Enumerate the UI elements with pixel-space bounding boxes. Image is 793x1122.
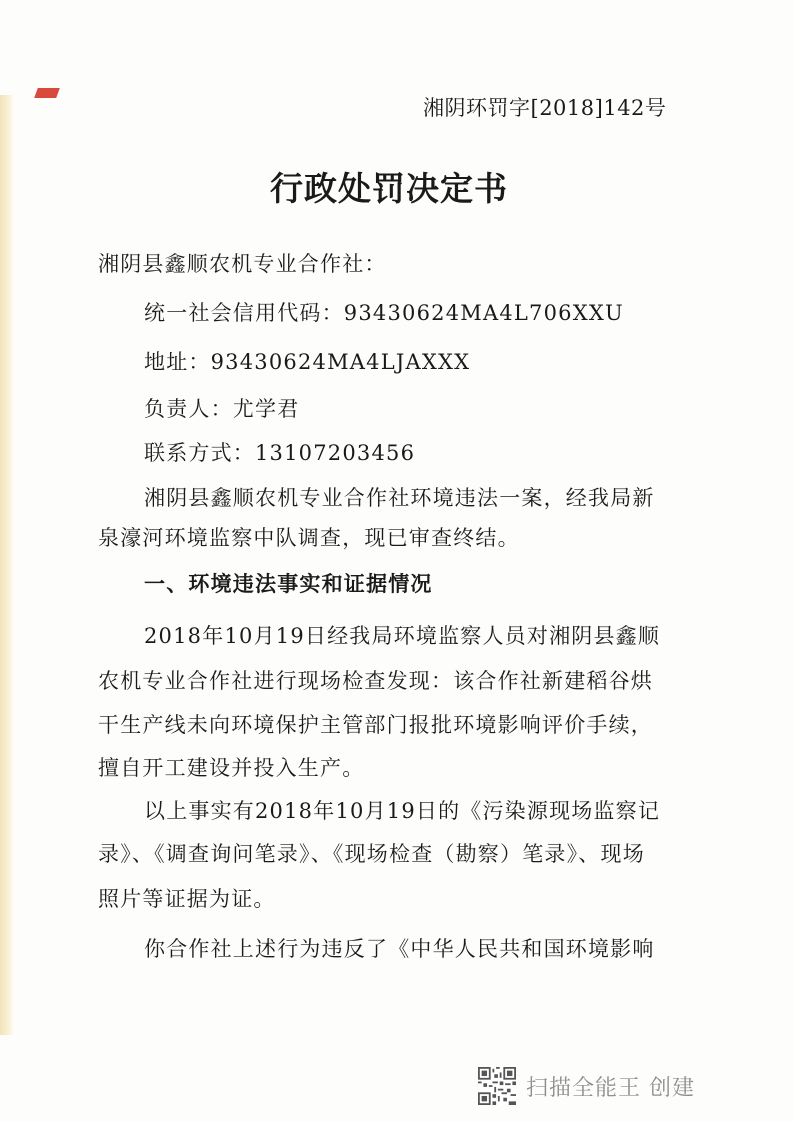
paragraph-2-line-1: 以上事实有2018年10月19日的《污染源现场监察记 xyxy=(144,799,661,823)
paragraph-1-line-1: 2018年10月19日经我局环境监察人员对湘阴县鑫顺 xyxy=(144,624,661,648)
intro-line-1: 湘阴县鑫顺农机专业合作社环境违法一案，经我局新 xyxy=(144,486,655,510)
responsible-person-line: 负责人：尤学君 xyxy=(144,397,300,421)
credit-code-line: 统一社会信用代码：93430624MA4L706XXU xyxy=(144,301,624,325)
addressee: 湘阴县鑫顺农机专业合作社： xyxy=(98,252,387,276)
document-title: 行政处罚决定书 xyxy=(270,169,508,208)
paper-edge-stain xyxy=(0,95,14,1035)
watermark-text: 扫描全能王 创建 xyxy=(526,1075,695,1101)
section-heading-1: 一、环境违法事实和证据情况 xyxy=(144,571,433,596)
document-number: 湘阴环罚字[2018]142号 xyxy=(423,96,667,120)
paragraph-3-line-1: 你合作社上述行为违反了《中华人民共和国环境影响 xyxy=(144,937,655,961)
intro-line-2: 泉濠河环境监察中队调查，现已审查终结。 xyxy=(98,526,520,550)
qr-code-icon xyxy=(478,1067,516,1105)
paragraph-1-line-3: 干生产线未向环境保护主管部门报批环境影响评价手续， xyxy=(98,713,653,737)
address-line: 地址：93430624MA4LJAXXX xyxy=(144,350,471,374)
contact-line: 联系方式：13107203456 xyxy=(144,441,416,465)
paragraph-2-line-3: 照片等证据为证。 xyxy=(98,887,276,911)
scanner-watermark xyxy=(478,1066,695,1106)
paragraph-1-line-2: 农机专业合作社进行现场检查发现：该合作社新建稻谷烘 xyxy=(98,669,653,693)
paragraph-1-line-4: 擅自开工建设并投入生产。 xyxy=(98,756,365,780)
red-stamp-fragment xyxy=(34,88,60,98)
paragraph-2-line-2: 录》、《调查询问笔录》、《现场检查（勘察）笔录》、现场 xyxy=(98,842,645,866)
